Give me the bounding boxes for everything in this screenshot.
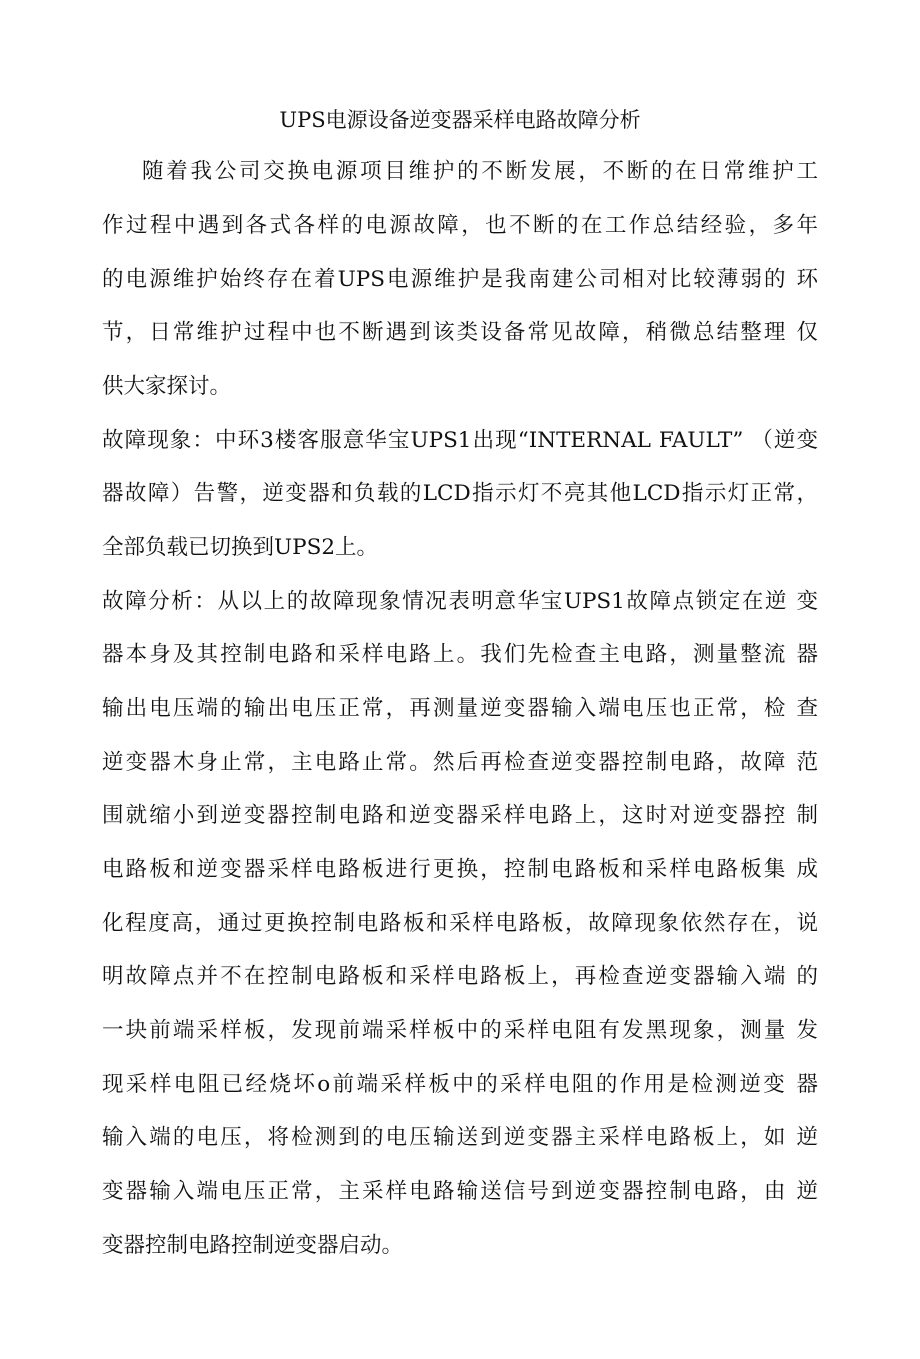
paragraph-3-line: 明故障点并不在控制电路板和采样电路板上，再检查逆变器输入端 的 <box>102 964 818 989</box>
paragraph-3-line: 器本身及其控制电路和采样电路上。我们先检查主电路，测量整流 器 <box>102 642 818 667</box>
paragraph-3-line: 电路板和逆变器采样电路板进行更换，控制电路板和采样电路板集 成 <box>102 857 818 882</box>
paragraph-1-line: 的电源维护始终存在着UPS电源维护是我南建公司相对比较薄弱的 环 <box>102 267 818 292</box>
paragraph-2-line: 故障现象：中环3楼客服意华宝UPS1出现“INTERNAL FAULT” （逆变 <box>102 428 818 453</box>
paragraph-3-line: 输入端的电压，将检测到的电压输送到逆变器主采样电路板上，如 逆 <box>102 1125 818 1150</box>
paragraph-3-line: 变器输入端电压正常，主采样电路输送信号到逆变器控制电路，由 逆 <box>102 1179 818 1204</box>
paragraph-3-line: 一块前端采样板，发现前端采样板中的采样电阻有发黑现象，测量 发 <box>102 1018 818 1043</box>
paragraph-3-line: 变器控制电路控制逆变器启动。 <box>102 1233 404 1258</box>
paragraph-3-line: 输出电压端的输出电压正常，再测量逆变器输入端电压也正常，检 查 <box>102 696 818 721</box>
paragraph-1-line: 供大家探讨。 <box>102 374 232 399</box>
paragraph-3-line: 化程度高，通过更换控制电路板和采样电路板，故障现象依然存在，说 <box>102 911 818 936</box>
paragraph-2-line: 器故障）告警，逆变器和负载的LCD指示灯不亮其他LCD指示灯正常， <box>102 481 818 506</box>
paragraph-3-line: 围就缩小到逆变器控制电路和逆变器采样电路上，这时对逆变器控 制 <box>102 803 818 828</box>
paragraph-3-line: 故障分析：从以上的故障现象情况表明意华宝UPS1故障点锁定在逆 变 <box>102 589 818 614</box>
paragraph-1-line: 随着我公司交换电源项目维护的不断发展，不断的在日常维护工 <box>142 159 818 184</box>
paragraph-3-line: 逆变器木身止常，主电路止常。然后再检查逆变器控制电路，故障 范 <box>102 750 818 775</box>
paragraph-1-line: 节，日常维护过程中也不断遇到该类设备常见故障，稍微总结整理 仅 <box>102 320 818 345</box>
document-title: UPS电源设备逆变器采样电路故障分析 <box>279 108 641 132</box>
paragraph-1-line: 作过程中遇到各式各样的电源故障，也不断的在工作总结经验，多年 <box>102 213 818 238</box>
paragraph-2-line: 全部负载已切换到UPS2上。 <box>102 535 378 560</box>
paragraph-3-line: 现采样电阻已经烧坏o前端采样板中的采样电阻的作用是检测逆变 器 <box>102 1072 818 1097</box>
